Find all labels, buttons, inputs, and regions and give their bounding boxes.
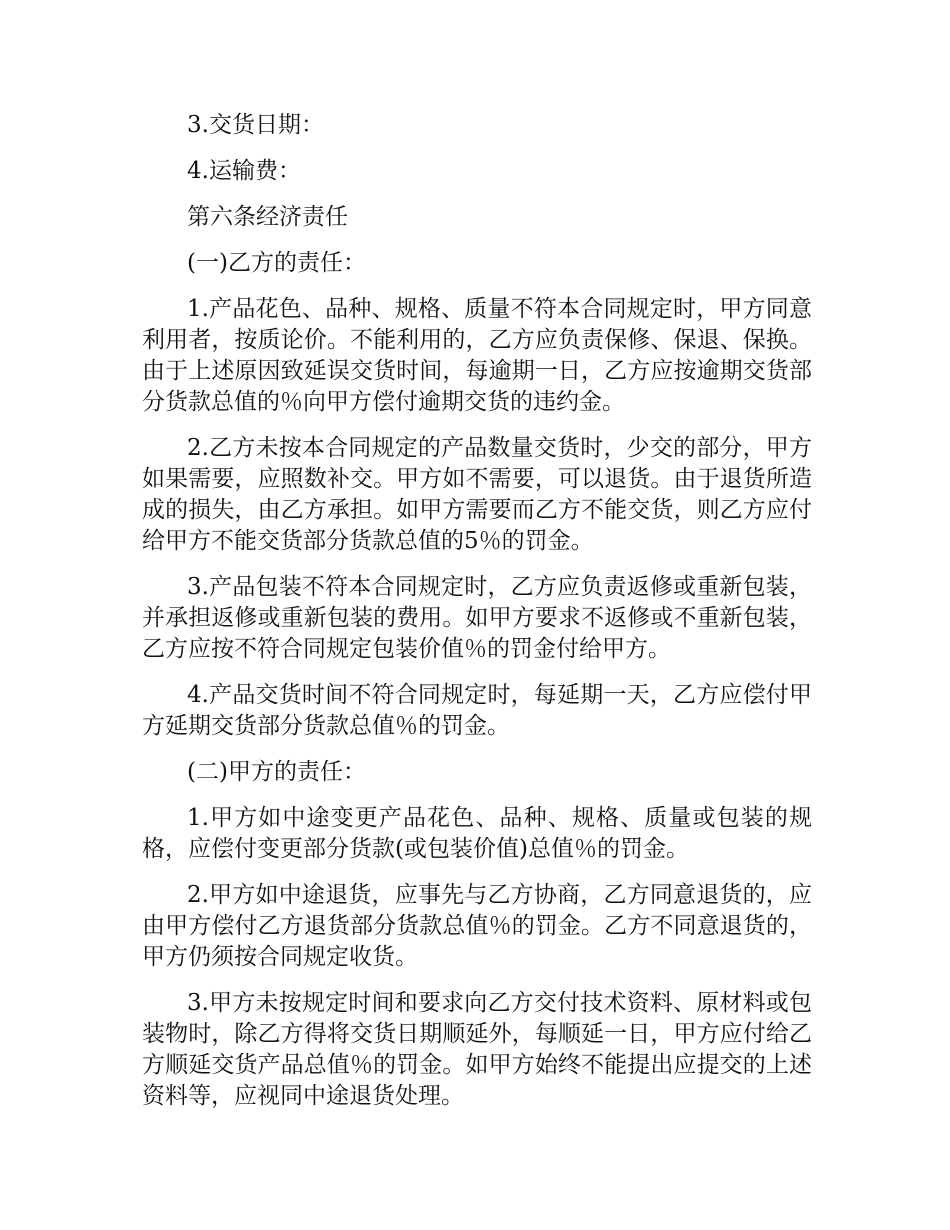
section-heading-economic-liability: 第六条经济责任 (187, 204, 348, 230)
paragraph-party-a-item-1: 1.甲方如中途变更产品花色、品种、规格、质量或包装的规格，应偿付变更部分货款(或包装价值)总值％的罚金。 (142, 805, 812, 862)
paragraph-transport-fee: 4.运输费： (187, 158, 301, 184)
paragraph-party-b-item-2: 2.乙方未按本合同规定的产品数量交货时，少交的部分，甲方如果需要，应照数补交。甲方如不需要，可以退货。由于退货所造成的损失，由乙方承担。如甲方需要而乙方不能交货，则乙方应付给甲方不能交货部分货款总值的5％的罚金。 (142, 435, 812, 554)
paragraph-party-a-item-3: 3.甲方未按规定时间和要求向乙方交付技术资料、原材料或包装物时，除乙方得将交货日期顺延外，每顺延一日，甲方应付给乙方顺延交货产品总值％的罚金。如甲方始终不能提出应提交的上述资料等，应视同中途退货处理。 (142, 990, 812, 1109)
paragraph-party-b-item-1: 1.产品花色、品种、规格、质量不符本合同规定时，甲方同意利用者，按质论价。不能利用的，乙方应负责保修、保退、保换。由于上述原因致延误交货时间，每逾期一日，乙方应按逾期交货部分货款总值的％向甲方偿付逾期交货的违约金。 (142, 296, 812, 415)
paragraph-party-a-item-2: 2.甲方如中途退货，应事先与乙方协商，乙方同意退货的，应由甲方偿付乙方退货部分货款总值％的罚金。乙方不同意退货的，甲方仍须按合同规定收货。 (142, 882, 812, 970)
paragraph-party-b-item-3: 3.产品包装不符本合同规定时，乙方应负责返修或重新包装，并承担返修或重新包装的费用。如甲方要求不返修或不重新包装，乙方应按不符合同规定包装价值％的罚金付给甲方。 (142, 574, 812, 662)
subheading-party-b-liability: (一)乙方的责任： (187, 250, 366, 276)
paragraph-delivery-date: 3.交货日期： (187, 112, 324, 138)
subheading-party-a-liability: (二)甲方的责任： (187, 759, 366, 785)
paragraph-party-b-item-4: 4.产品交货时间不符合同规定时，每延期一天，乙方应偿付甲方延期交货部分货款总值％的罚金。 (142, 682, 812, 739)
document-body (142, 110, 812, 1127)
